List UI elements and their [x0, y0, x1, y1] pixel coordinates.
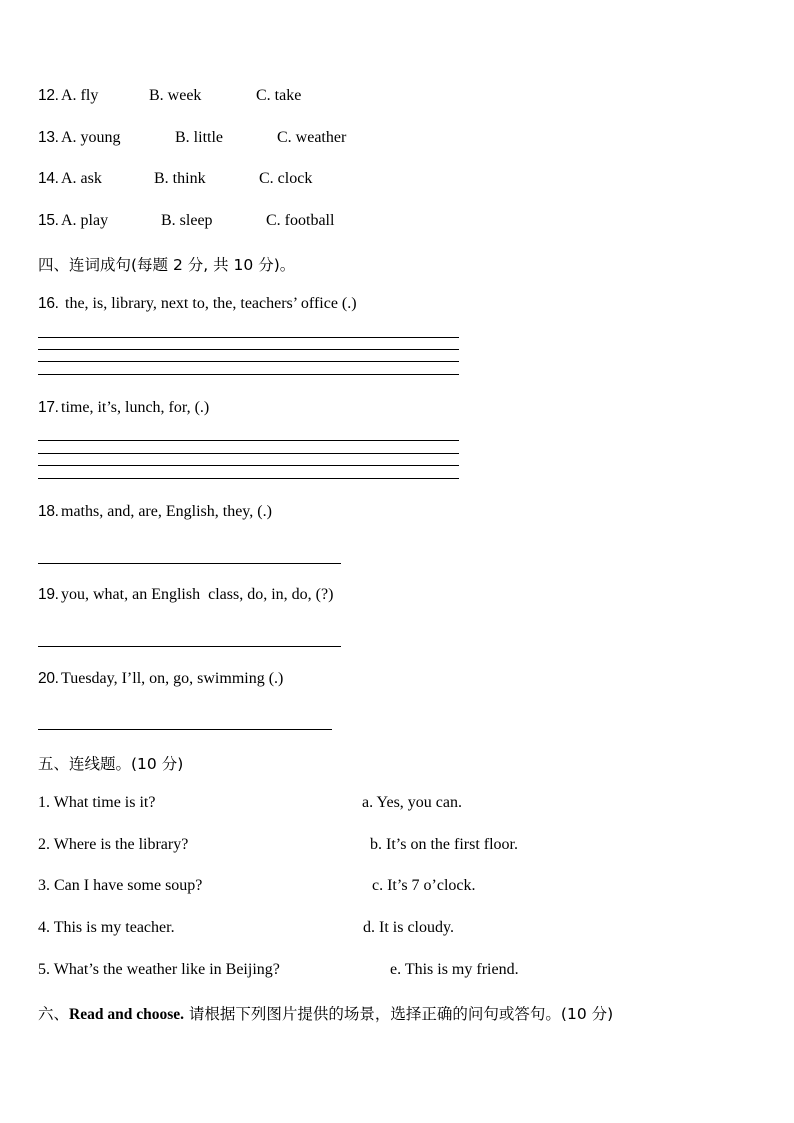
match-right-c[interactable]: c. It’s 7 o’clock. [372, 877, 476, 894]
option-b: B. sleep [161, 212, 213, 229]
section5-title: 五、连线题。(10 分) [38, 755, 184, 773]
option-c: C. football [266, 212, 335, 229]
match-left-5[interactable]: 5. What’s the weather like in Beijing? [38, 961, 280, 978]
section4-title: 四、连词成句(每题 2 分, 共 10 分)。 [38, 256, 296, 274]
answer-line[interactable] [38, 646, 341, 647]
question-number: 18. [38, 503, 59, 520]
question-number: 15. [38, 212, 59, 229]
match-left-4[interactable]: 4. This is my teacher. [38, 919, 175, 936]
match-left-1[interactable]: 1. What time is it? [38, 794, 156, 811]
answer-line[interactable] [38, 729, 332, 730]
option-b: B. week [149, 87, 202, 104]
question-number: 16. [38, 295, 59, 312]
option-b: B. little [175, 129, 223, 146]
answer-line[interactable] [38, 337, 459, 338]
match-right-e[interactable]: e. This is my friend. [390, 961, 519, 978]
match-right-a[interactable]: a. Yes, you can. [362, 794, 462, 811]
question-text: the, is, library, next to, the, teachers’ office (.) [61, 295, 357, 312]
answer-line[interactable] [38, 478, 459, 479]
answer-line[interactable] [38, 563, 341, 564]
answer-line[interactable] [38, 374, 459, 375]
question-number: 14. [38, 170, 59, 187]
answer-line[interactable] [38, 349, 459, 350]
section6-prefix: 六、 [38, 1005, 70, 1023]
question-number: 19. [38, 586, 59, 603]
answer-line[interactable] [38, 361, 459, 362]
match-right-b[interactable]: b. It’s on the first floor. [370, 836, 518, 853]
question-number: 13. [38, 129, 59, 146]
option-c: C. take [256, 87, 302, 104]
section6-title [38, 1002, 613, 1024]
option-a: A. ask [61, 170, 102, 187]
match-left-2[interactable]: 2. Where is the library? [38, 836, 189, 853]
option-c: C. weather [277, 129, 347, 146]
section6-bold-title: Read and choose. [69, 1006, 184, 1023]
option-b: B. think [154, 170, 206, 187]
answer-line[interactable] [38, 465, 459, 466]
question-text: maths, and, are, English, they, (.) [61, 503, 272, 520]
question-text: you, what, an English class, do, in, do, (?) [61, 586, 334, 603]
option-a: A. play [61, 212, 109, 229]
question-text: Tuesday, I’ll, on, go, swimming (.) [61, 670, 284, 687]
question-number: 20. [38, 670, 59, 687]
answer-line[interactable] [38, 453, 459, 454]
match-left-3[interactable]: 3. Can I have some soup? [38, 877, 203, 894]
question-number: 12. [38, 87, 59, 104]
option-c: C. clock [259, 170, 313, 187]
question-text: time, it’s, lunch, for, (.) [61, 399, 210, 416]
option-a: A. fly [61, 87, 99, 104]
option-a: A. young [61, 129, 121, 146]
answer-line[interactable] [38, 440, 459, 441]
match-right-d[interactable]: d. It is cloudy. [363, 919, 454, 936]
section6-instruction: 请根据下列图片提供的场景，选择正确的问句或答句。(10 分) [184, 1005, 614, 1023]
question-number: 17. [38, 399, 59, 416]
